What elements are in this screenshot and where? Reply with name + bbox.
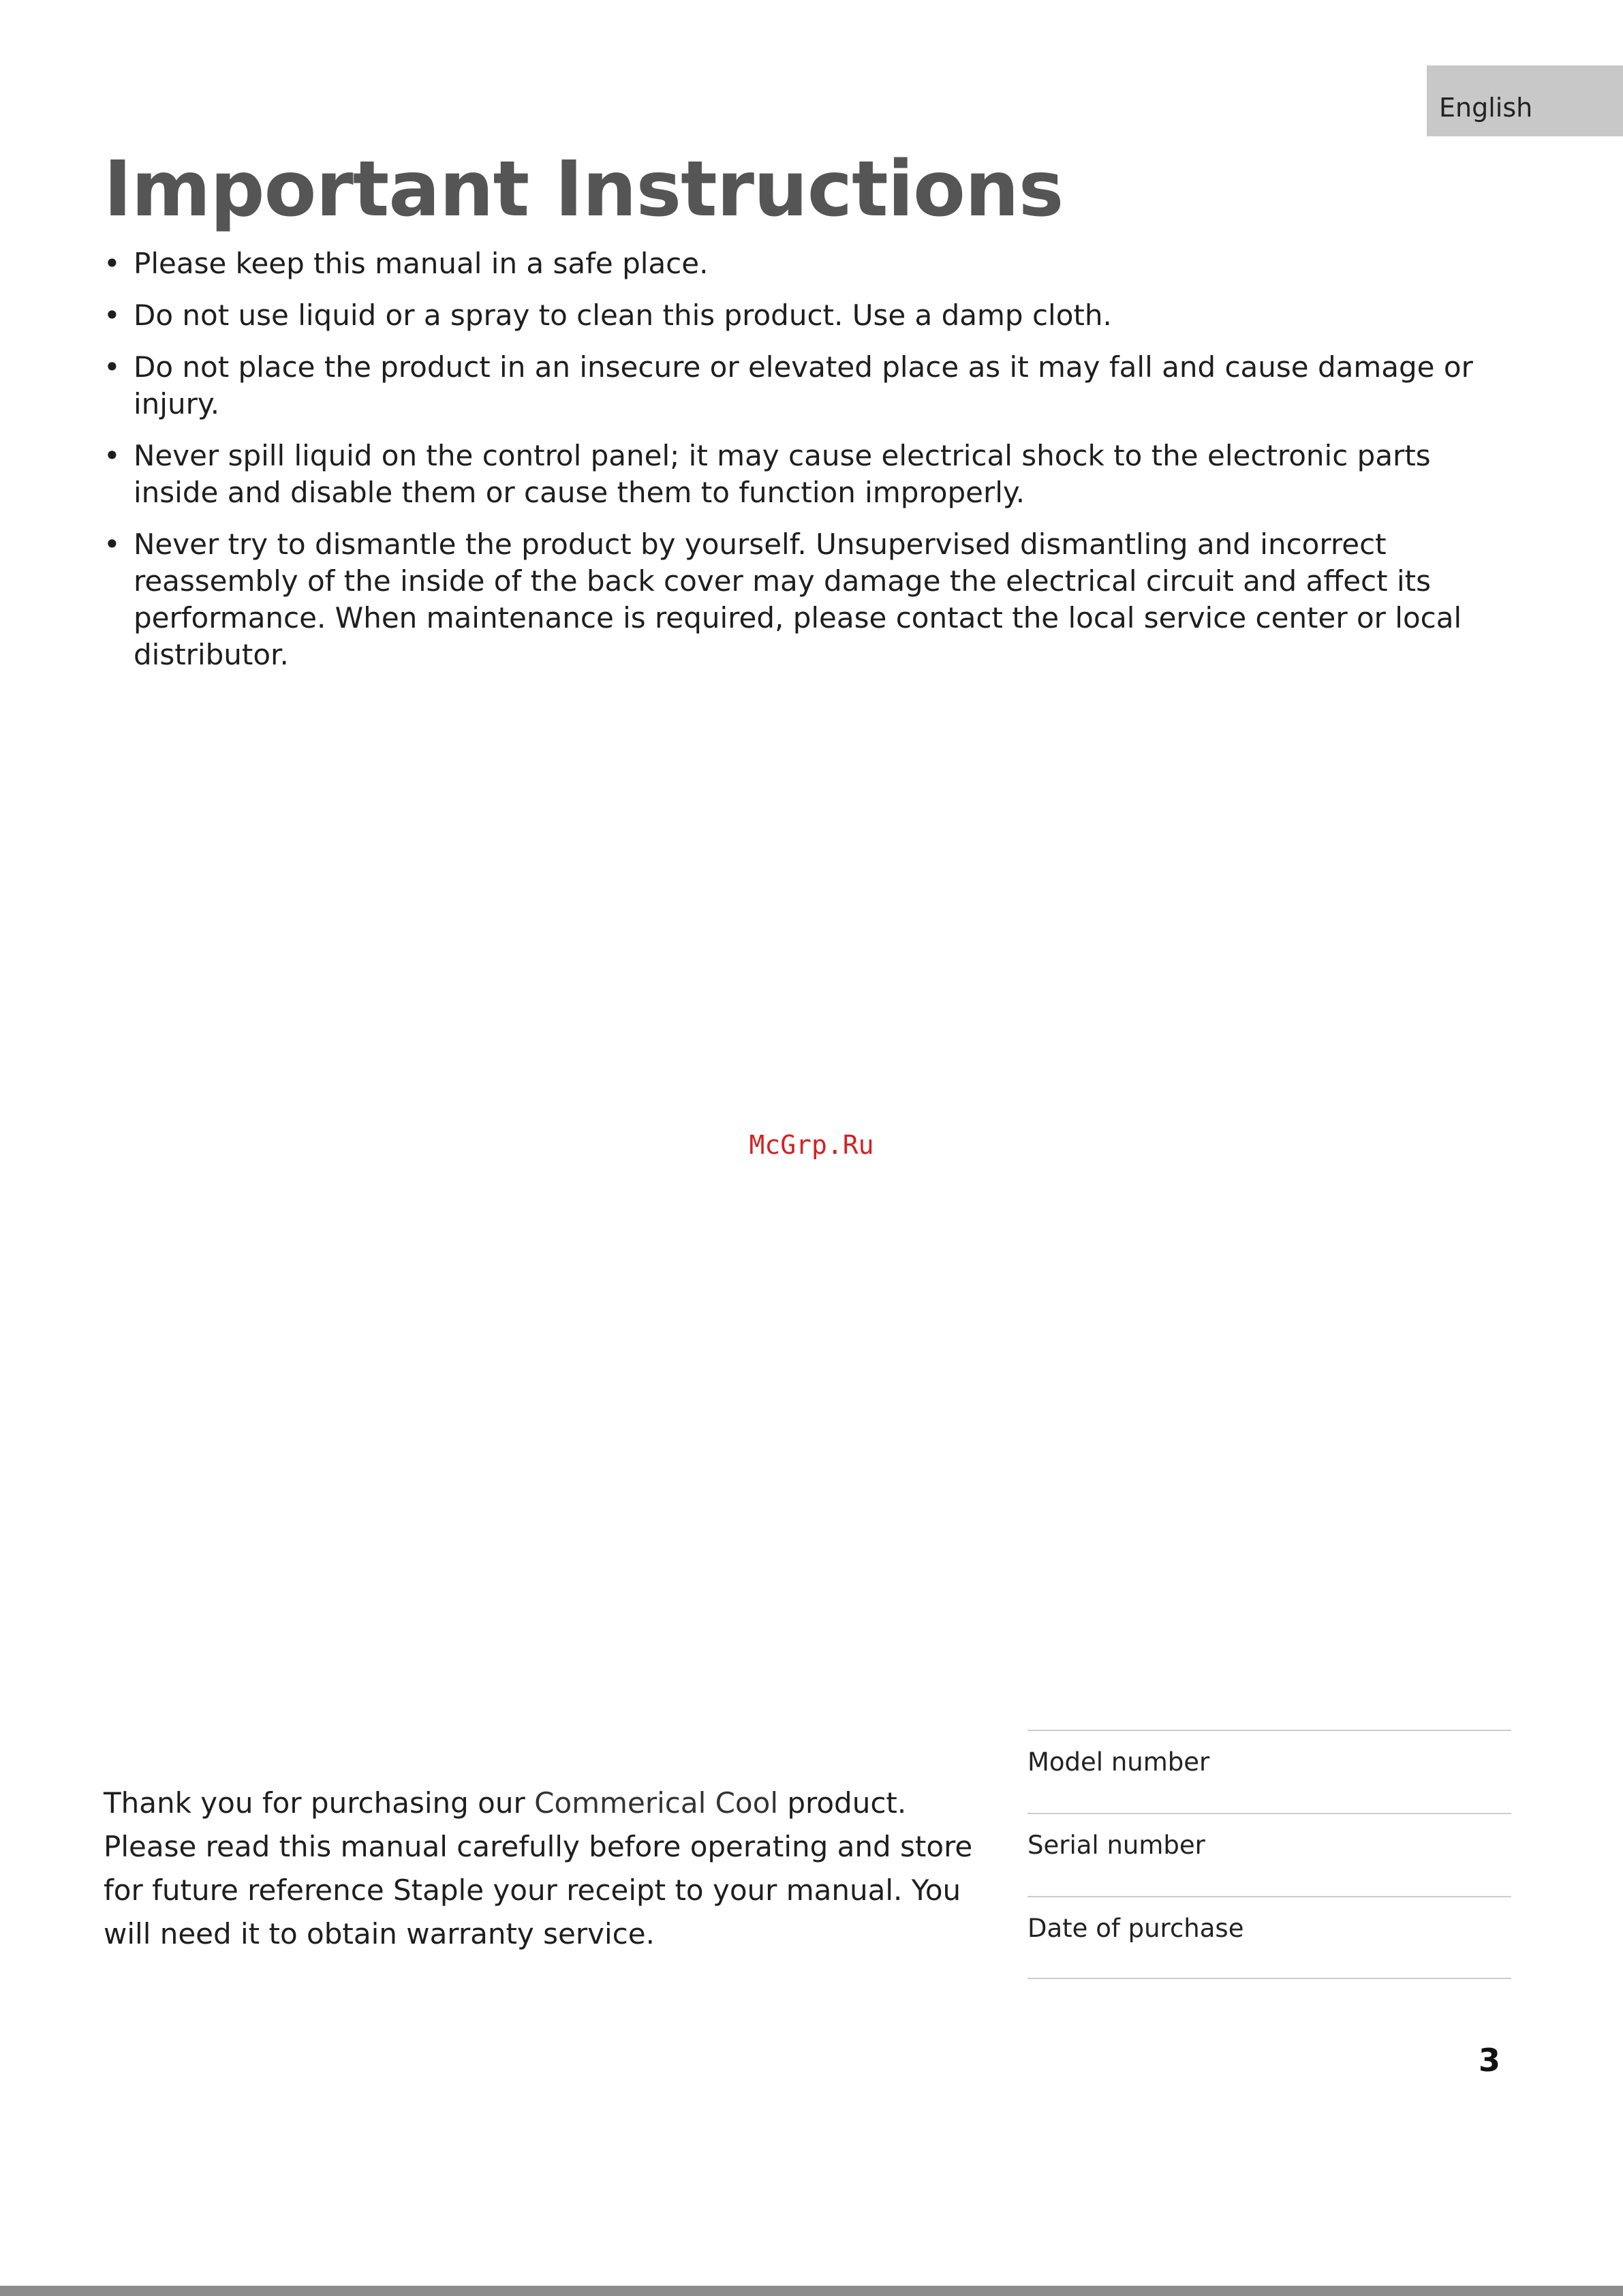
instruction-item [104,349,1507,423]
bullet-icon: • [104,527,121,561]
date-of-purchase-field[interactable] [1027,1896,1511,1979]
instruction-text: Do not use liquid or a spray to clean this product. Use a damp cloth. [134,299,1112,332]
bullet-icon: • [104,299,121,332]
thanks-text-start: Thank you for purchasing our [104,1786,535,1820]
bullet-icon: • [104,350,121,384]
instruction-item [104,245,1507,282]
instruction-text: Never spill liquid on the control panel; it may cause electrical shock to the electronic parts inside and disable them or cause them to function improperly. [134,439,1431,509]
instruction-item [104,526,1507,673]
model-number-field[interactable] [1027,1730,1511,1813]
instruction-text: Do not place the product in an insecure or elevated place as it may fall and cause damage or injury. [134,350,1473,420]
instruction-item [104,297,1507,334]
page-number: 3 [1479,2042,1501,2079]
language-tab [1427,65,1623,136]
language-label: English [1439,93,1533,123]
thanks-text-end: product. Please read this manual carefully before operating and store for future reference Staple your receipt to your manual. You will need it to obtain warranty service. [104,1786,973,1950]
purchase-record-form [1027,1730,1511,1979]
thank-you-note [104,1781,989,1956]
watermark-text: McGrp.Ru [749,1130,874,1160]
bullet-icon: • [104,247,121,280]
instruction-item [104,438,1507,511]
instruction-text: Please keep this manual in a safe place. [134,247,709,280]
instruction-text: Never try to dismantle the product by yourself. Unsupervised dismantling and incorrect reassembly of the inside of the back cover may damage the electrical circuit and affect its performance. When maintenance is required, please contact the local service center or local distributor. [134,527,1462,671]
watermark-link[interactable] [0,1130,1623,1160]
model-number-label: Model number [1027,1747,1210,1777]
date-of-purchase-label: Date of purchase [1027,1914,1244,1943]
bullet-icon: • [104,439,121,472]
serial-number-label: Serial number [1027,1831,1205,1860]
instructions-list [104,245,1507,688]
serial-number-field[interactable] [1027,1813,1511,1896]
brand-name: Commerical Cool [534,1786,778,1820]
bottom-divider [0,2286,1623,2296]
page-title: Important Instructions [104,145,1064,234]
